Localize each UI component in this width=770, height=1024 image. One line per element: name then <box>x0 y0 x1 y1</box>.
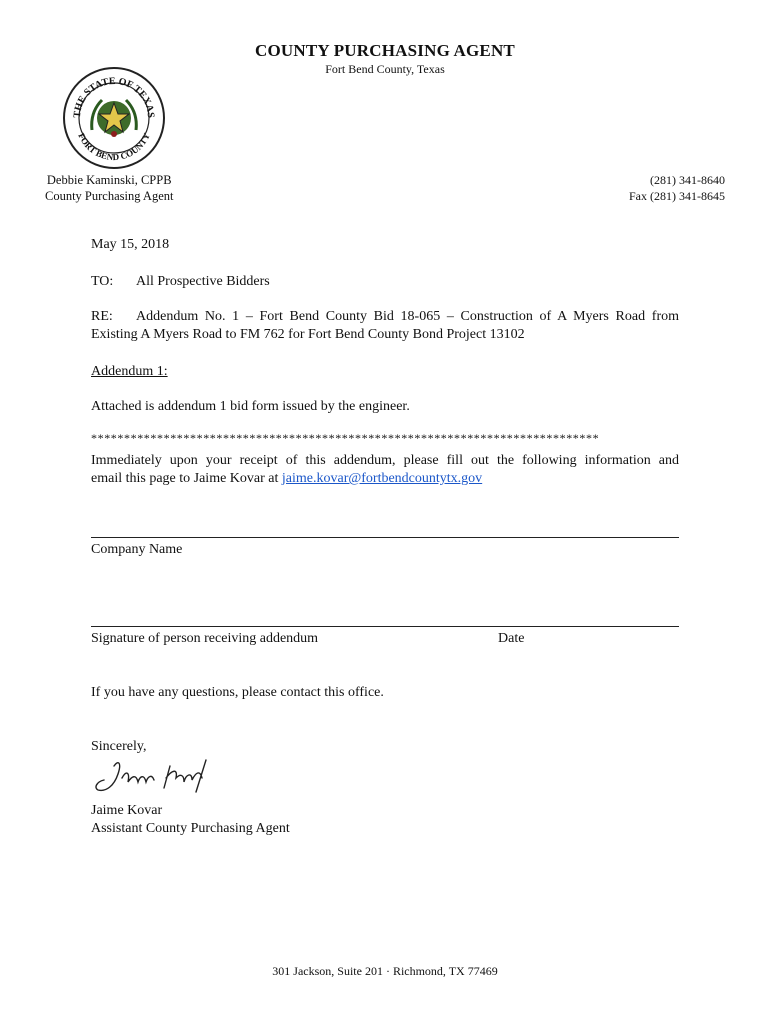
re-label: RE: <box>91 309 113 324</box>
email-link[interactable]: jaime.kovar@fortbendcountytx.gov <box>281 471 483 486</box>
company-name-line[interactable] <box>91 537 679 538</box>
purchasing-agent-name: Debbie Kaminski, CPPB <box>46 173 172 187</box>
re-line-1 <box>91 308 679 326</box>
fort-bend-county-seal-icon <box>62 66 166 170</box>
letterhead-subtitle: Fort Bend County, Texas <box>325 62 445 76</box>
re-line-2: Existing A Myers Road to FM 762 for Fort Bend County Bond Project 13102 <box>91 327 525 342</box>
signature-label: Signature of person receiving addendum <box>91 631 319 646</box>
to-line <box>91 273 679 291</box>
phone-number: (281) 341-8640 <box>650 173 725 187</box>
instruction-line-2 <box>91 470 679 488</box>
signer-title: Assistant County Purchasing Agent <box>91 821 290 836</box>
re-block <box>91 308 679 344</box>
fax-number: Fax (281) 341-8645 <box>629 189 725 203</box>
letter-date: May 15, 2018 <box>91 237 170 252</box>
addendum-heading: Addendum 1: <box>91 364 168 379</box>
purchasing-agent-contact <box>45 172 173 204</box>
instruction-text <box>91 452 679 488</box>
signer-name: Jaime Kovar <box>91 803 163 818</box>
handwritten-signature-icon <box>92 756 212 800</box>
to-label: TO: <box>91 274 114 289</box>
date-label: Date <box>498 631 525 646</box>
re-line-1-text: Addendum No. 1 – Fort Bend County Bid 18-065 – Construction of A Myers Road from <box>136 309 679 324</box>
instruction-line-2-prefix: email this page to Jaime Kovar at <box>91 471 282 486</box>
footer-address: 301 Jackson, Suite 201 · Richmond, TX 77469 <box>272 964 498 978</box>
to-value: All Prospective Bidders <box>136 274 270 289</box>
letterhead-title: COUNTY PURCHASING AGENT <box>255 41 515 60</box>
attached-text: Attached is addendum 1 bid form issued by the engineer. <box>91 399 410 414</box>
signer-block <box>91 802 679 838</box>
instruction-line-1: Immediately upon your receipt of this addendum, please fill out the following information and <box>91 453 679 468</box>
separator-stars: ***************************************************************************** <box>91 431 600 445</box>
purchasing-agent-title: County Purchasing Agent <box>45 189 174 203</box>
closing-text: Sincerely, <box>91 739 147 754</box>
company-name-label: Company Name <box>91 542 183 557</box>
svg-text:FORT BEND COUNTY: FORT BEND COUNTY <box>76 131 152 163</box>
svg-text:THE STATE OF TEXAS: THE STATE OF TEXAS <box>71 75 157 119</box>
questions-text: If you have any questions, please contact this office. <box>91 685 384 700</box>
office-phone-block <box>629 172 725 204</box>
signature-line[interactable] <box>91 626 679 627</box>
